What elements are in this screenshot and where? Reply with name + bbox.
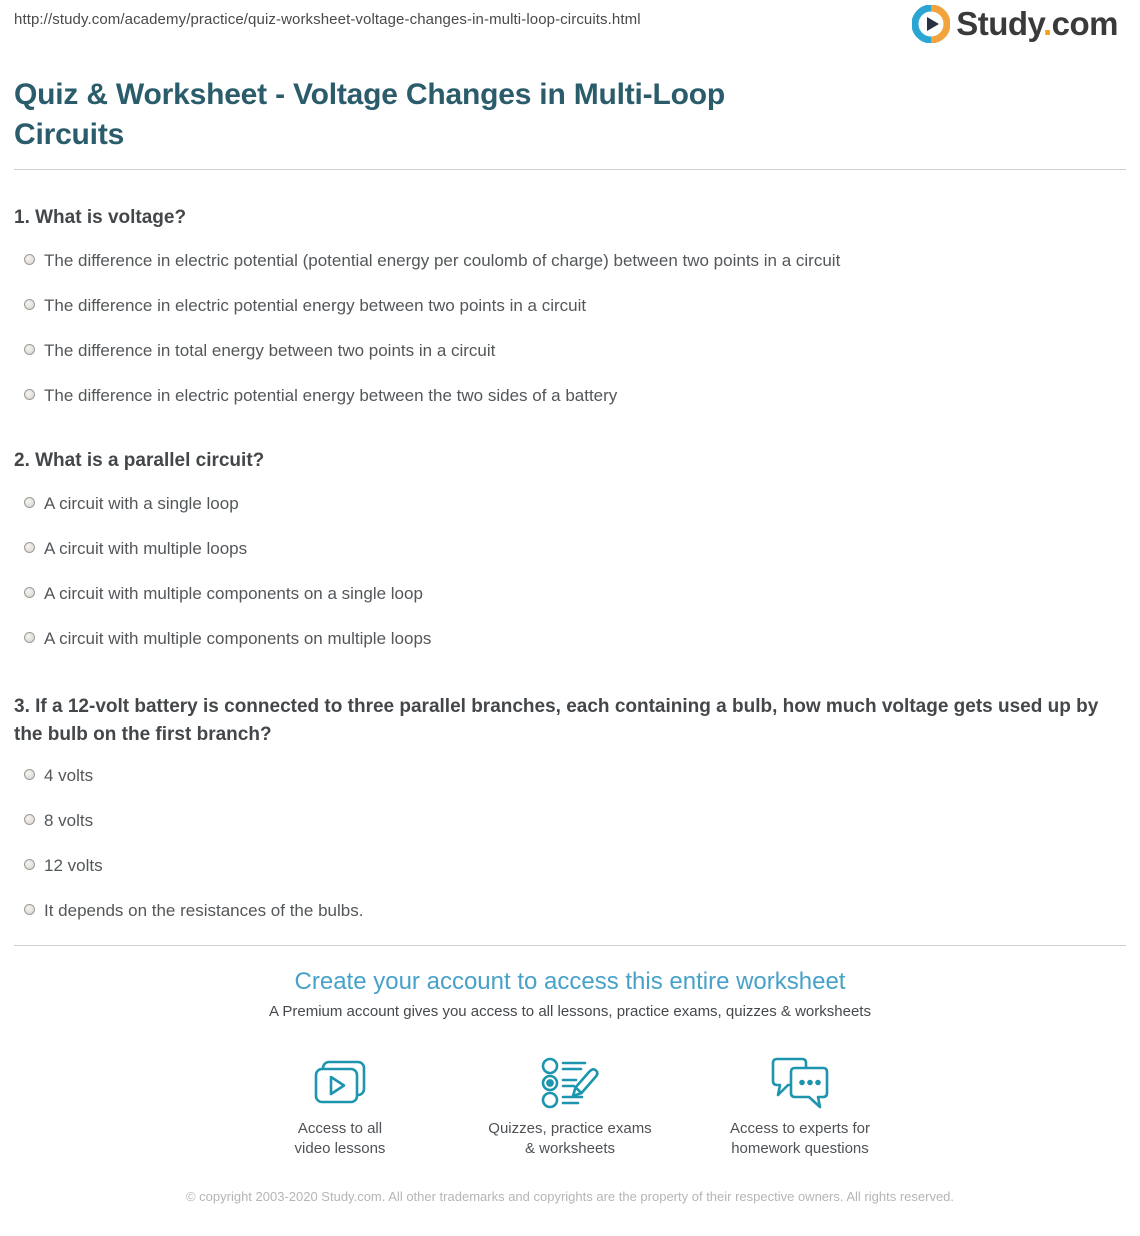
radio-button[interactable]	[24, 299, 35, 310]
option-label: The difference in electric potential (potential energy per coulomb of charge) between two points in a circuit	[44, 251, 841, 270]
question-2-option-3[interactable]	[14, 583, 1126, 604]
option-label: A circuit with multiple components on multiple loops	[44, 629, 432, 648]
question-2-option-2[interactable]	[14, 538, 1126, 559]
divider-bottom	[14, 945, 1126, 946]
feature-label: Access to all video lessons	[294, 1120, 386, 1157]
feature-list	[230, 1054, 910, 1159]
video-lessons-icon	[230, 1054, 450, 1112]
question-3-option-1[interactable]	[14, 765, 1126, 786]
option-label: A circuit with a single loop	[44, 494, 239, 513]
option-label: 8 volts	[44, 811, 94, 830]
experts-chat-icon	[690, 1054, 910, 1112]
question-2-heading: 2. What is a parallel circuit?	[14, 450, 265, 471]
quizzes-worksheets-icon	[460, 1054, 680, 1112]
question-1-option-2[interactable]	[14, 295, 1126, 316]
option-label: The difference in electric potential energy between two points in a circuit	[44, 296, 587, 315]
option-label: 12 volts	[44, 856, 103, 875]
question-1-option-4[interactable]	[14, 385, 1126, 406]
studycom-logo[interactable]	[912, 5, 1118, 43]
option-label: A circuit with multiple components on a single loop	[44, 584, 423, 603]
feature-quizzes-worksheets	[460, 1054, 680, 1159]
feature-label: Access to experts for homework questions	[729, 1120, 871, 1157]
question-1	[14, 207, 1126, 406]
radio-button[interactable]	[24, 859, 35, 870]
page-title: Quiz & Worksheet - Voltage Changes in Multi-Loop Circuits	[14, 78, 725, 151]
feature-video-lessons	[230, 1054, 450, 1159]
radio-button[interactable]	[24, 254, 35, 265]
feature-expert-help	[690, 1054, 910, 1159]
question-2-options	[14, 493, 1126, 649]
question-2-option-1[interactable]	[14, 493, 1126, 514]
question-1-heading: 1. What is voltage?	[14, 207, 187, 228]
page-url: http://study.com/academy/practice/quiz-worksheet-voltage-changes-in-multi-loop-circuits.html	[14, 11, 641, 28]
radio-button[interactable]	[24, 389, 35, 400]
option-label: A circuit with multiple loops	[44, 539, 248, 558]
radio-button[interactable]	[24, 542, 35, 553]
studycom-logo-icon	[912, 5, 950, 43]
question-2	[14, 450, 1126, 649]
studycom-logo-text: Study.com	[956, 5, 1118, 42]
question-1-option-3[interactable]	[14, 340, 1126, 361]
divider-top	[14, 169, 1126, 170]
page-header	[14, 0, 1126, 58]
question-1-options	[14, 250, 1126, 406]
copyright-notice: © copyright 2003-2020 Study.com. All other trademarks and copyrights are the property of their respective owners. All rights reserved.	[185, 1189, 955, 1204]
question-3-options	[14, 765, 1126, 921]
create-account-section	[14, 967, 1126, 1206]
option-label: It depends on the resistances of the bulbs.	[44, 901, 364, 920]
question-3-option-3[interactable]	[14, 855, 1126, 876]
radio-button[interactable]	[24, 497, 35, 508]
option-label: The difference in total energy between two points in a circuit	[44, 341, 496, 360]
question-3-option-4[interactable]	[14, 900, 1126, 921]
question-3	[14, 693, 1126, 921]
radio-button[interactable]	[24, 587, 35, 598]
radio-button[interactable]	[24, 904, 35, 915]
radio-button[interactable]	[24, 344, 35, 355]
option-label: The difference in electric potential energy between the two sides of a battery	[44, 386, 618, 405]
radio-button[interactable]	[24, 814, 35, 825]
question-3-heading: 3. If a 12-volt battery is connected to three parallel branches, each containing a bulb, how much voltage gets used up by the bulb on the first branch?	[14, 696, 1099, 745]
radio-button[interactable]	[24, 632, 35, 643]
question-3-option-2[interactable]	[14, 810, 1126, 831]
create-account-heading[interactable]: Create your account to access this entire worksheet	[294, 968, 846, 995]
premium-subtitle: A Premium account gives you access to all lessons, practice exams, quizzes & worksheets	[269, 1003, 871, 1020]
question-2-option-4[interactable]	[14, 628, 1126, 649]
radio-button[interactable]	[24, 769, 35, 780]
question-1-option-1[interactable]	[14, 250, 1126, 271]
option-label: 4 volts	[44, 766, 94, 785]
feature-label: Quizzes, practice exams & worksheets	[488, 1120, 652, 1157]
